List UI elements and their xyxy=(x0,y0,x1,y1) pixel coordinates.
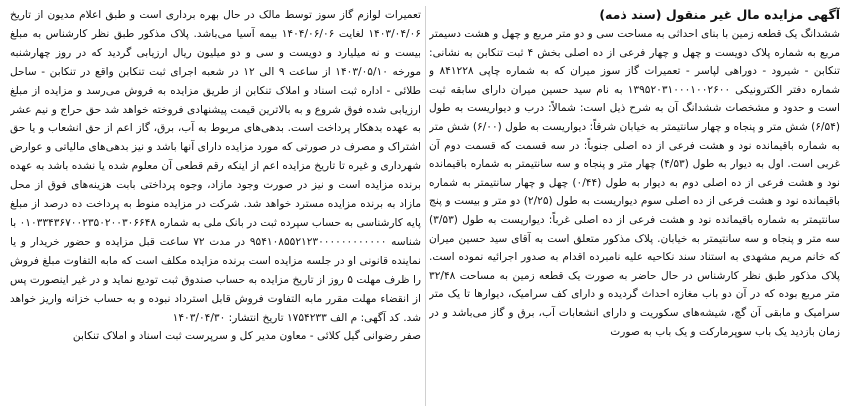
notice-columns xyxy=(10,6,840,406)
right-column xyxy=(429,6,840,406)
notice-title: آگهی مزایده مال غیر منقول (سند ذمه) xyxy=(599,7,840,22)
left-column xyxy=(10,6,421,406)
right-column-text: ششدانگ یک قطعه زمین با بنای احداثی به مساحت سی و دو متر مربع و چهل و هشت دسیمتر مربع به شماره پلاک دویست و چهل و چهار فرعی از ده اصلی بخش ۴ ثبت تنکابن به نشانی: تنکابن - شیرود - دوراهی لپاسر - تعمیرات گاز سوز میران که به شماره چاپی ۸۴۱۲۲۸ و شماره دفتر الکترونیکی ۱۳۹۵۲۰۳۱۰۰۰۱۰۰۲۶۰۰ به نام سید حسین میران دارای سابقه ثبت است و حدود و مشخصات ششدانگ آن به شرح ذیل است: شمالاً: درب و دیواریست به طول (۶/۵۴) شش متر و پنجاه و چهار سانتیمتر به خیابان شرقاً: دیواریست به طول (۶/۰۰) شش متر به شماره باقیمانده نود و هشت فرعی از ده اصلی جنوباً: در سه قسمت که قسمت دوم آن غربی است. اول به دیوار به طول (۴/۵۳) چهار متر و پنجاه و سه سانتیمتر به شماره باقیمانده نود و هشت فرعی از ده اصلی دوم به دیوار به طول (۰/۴۴) چهل و چهار سانتیمتر به شماره باقیمانده نود و هشت فرعی از ده اصلی سوم دیواریست به طول (۲/۲۵) دو متر و بیست و پنج سانتیمتر به شماره باقیمانده نود و هشت فرعی از ده اصلی غرباً: دیواریست به طول (۳/۵۳) سه متر و پنجاه و سه سانتیمتر به خیابان. پلاک مذکور متعلق است به آقای سید حسین میران که خانم مریم مشهدی به استناد سند نکاحیه علیه نامبرده اقدام به صدور اجرائیه نموده است. پلاک مذکور طبق نظر کارشناس در حال حاضر به صورت یک قطعه زمین به مساحت ۳۲/۴۸ متر مربع بوده که در آن دو باب مغازه احداث گردیده و دارای کف سرامیک، دیوارها تا یک متر سرامیک و مابقی آن گچ، شیشه‌های سکوریت و دارای انشعابات آب، برق و گاز می‌باشد و در زمان بازدید یک باب سوپرمارکت و یک باب به صورت xyxy=(429,28,840,338)
signature-line: صفر رضوانی گیل کلائی - معاون مدیر کل و سرپرست ثبت اسناد و املاک تنکابن xyxy=(72,330,421,343)
column-divider xyxy=(425,6,426,406)
left-column-text: تعمیرات لوازم گاز سوز توسط مالک در حال بهره برداری است و طبق اعلام مدیون از تاریخ ۱۴۰۳/۰۴/۰۶ لغایت ۱۴۰۴/۰۶/۰۶ بیمه آسیا می‌باشد. پلاک مذکور طبق نظر کارشناس به مبلغ بیست و نه میلیارد و دویست و سی و دو میلیون ریال ارزیابی گردید که در روز چهارشنبه مورخه ۱۴۰۳/۰۵/۱۰ از ساعت ۹ الی ۱۲ در شعبه اجرای ثبت تنکابن واقع در تنکابن - ساحل طلائی - اداره ثبت اسناد و املاک تنکابن از طریق مزایده به فروش می‌رسد و مزایده از مبلغ ارزیابی شده فوق شروع و به بالاترین قیمت پیشنهادی فروخته خواهد شد حق حراج و نیم عشر به عهده بدهکار پرداخت است. بدهی‌های مربوط به آب، برق، گاز اعم از حق انشعاب و یا حق اشتراک و مصرف در صورتی که مورد مزایده دارای آنها باشد و نیز بدهی‌های مالیاتی و عوارض شهرداری و غیره تا تاریخ مزایده اعم از اینکه رقم قطعی آن معلوم شده یا نشده باشد به عهده برنده مزایده است و نیز در صورت وجود مازاد، وجوه پرداختی بابت هزینه‌های فوق از محل مازاد به برنده مزایده مسترد خواهد شد. شرکت در مزایده منوط به پرداخت ده درصد از مبلغ پایه کارشناسی به حساب سپرده ثبت در بانک ملی به شماره ۰۱۰۳۳۴۳۶۷۰۰۲۳۵۰۲۰۰۳۰۶۶۴۸ با شناسه ۹۵۴۱۰۸۵۵۲۱۲۳۰۰۰۰۰۰۰۰۰۰۰۰ در مدت ۷۲ ساعت قبل مزایده و حضور خریدار و یا نماینده قانونی او در جلسه مزایده است برنده مزایده مکلف است که مابه التفاوت مبلغ فروش را ظرف مهلت ۵ روز از تاریخ مزایده به حساب صندوق ثبت تودیع نماید و در غیر اینصورت پس از انقضاء مهلت مقرر مابه التفاوت فروش قابل استرداد نبوده و به حساب خزانه واریز خواهد شد. کد آگهی: م الف ۱۷۵۴۲۳۳ تاریخ انتشار: ۱۴۰۳/۰۴/۳۰ xyxy=(10,9,421,324)
